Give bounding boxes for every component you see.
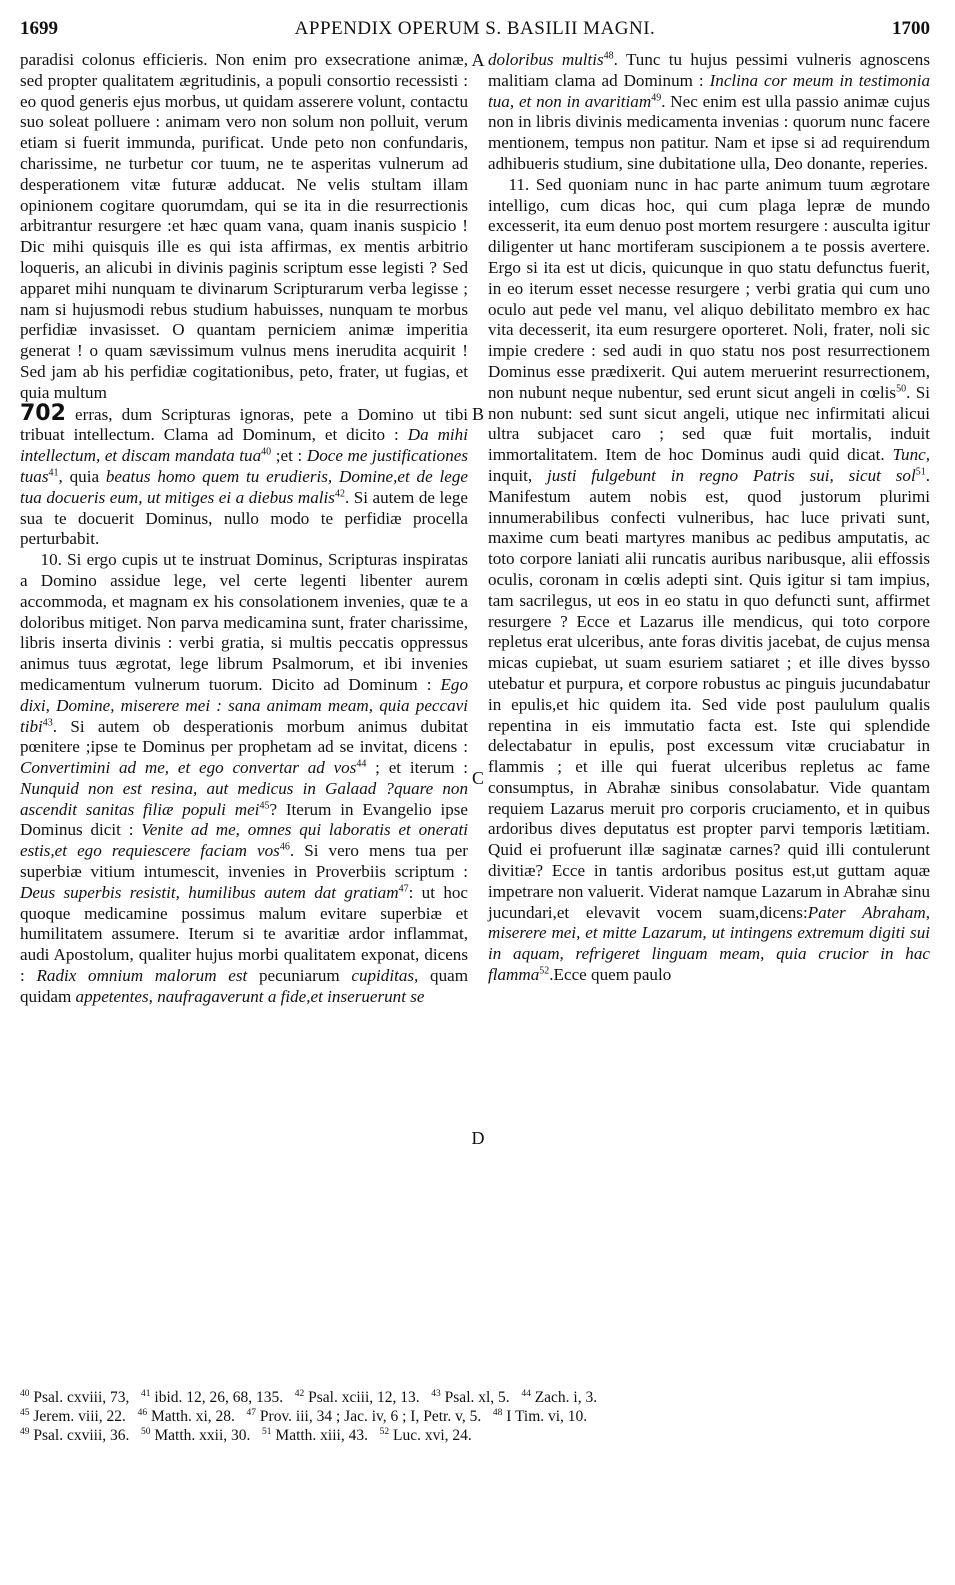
quotation: appetentes, naufragaverunt a fide,et inseruerunt se xyxy=(75,986,425,1006)
quotation: Doce me justificationes tuas xyxy=(20,446,468,486)
quotation: Nunquid non est resina, aut medicus in Galaad ?quare non ascendit sanitas filiæ populi mei xyxy=(20,778,468,819)
footnote: $^{43}$ Psal. xl, 5. xyxy=(431,1388,510,1406)
footnote: $^{52}$ Luc. xvi, 24. xyxy=(379,1426,472,1444)
running-title: APPENDIX OPERUM S. BASILII MAGNI. xyxy=(294,18,656,39)
text-run: . Tunc tu hujus pessimi vulneris agnoscens malitiam clama ad Dominum : xyxy=(488,50,930,90)
text-run: , quia xyxy=(58,466,106,486)
footnote: $^{45}$ Jerem. viii, 22. xyxy=(20,1407,126,1425)
footnote-ref: 42 xyxy=(334,488,345,500)
margin-letter-d: D xyxy=(471,1128,485,1148)
page-number-right: 1700 xyxy=(892,18,930,39)
text-run: .Ecce quem paulo xyxy=(549,965,672,985)
text-run: ; et iterum : xyxy=(366,758,468,778)
footnote: $^{47}$ Prov. iii, 34 ; Jac. iv, 6 ; I, Petr. v, 5. xyxy=(246,1407,482,1425)
footnote-ref: 47 xyxy=(398,883,409,895)
quotation: Radix omnium malorum est xyxy=(36,966,248,986)
quotation: Inclina cor meum in testimonia tua, et non in avaritiam xyxy=(488,70,930,111)
quotation: Ego dixi, Domine, miserere mei : sana animam meam, quia peccavi tibi xyxy=(20,674,468,736)
footnote-line xyxy=(20,1426,935,1445)
text-run: . Manifestum autem nobis est, quod justorum plurimi innumerabilibus confecti vulneribus, hac luce privati sunt, maxime cum beati martyres manibus ac pedibus amputatis, ac toto corpore laniati alii runcatis auribus naribusque, alii effossis oculis, coronam in cœlis adepti sint. Quis igitur si tam impius, tam sacrilegus, ut eos in eo statu in quo defuncti sunt, affirmet resurgere ? Ecce et Lazarus ille mendicus, qui toto corpore repletus erat ulceribus, ante foras divitis jacebat, de cujus mensa micas cupiebat, ut suam esuriem satiaret ; et ille dives bysso utebatur et purpura, et corpore robustus ac pinguis jucundabatur in epulis,et hic quidem ita. Sed vide post paululum qualis repentina in eis immutatio facta est. Iste qui splendide delectabatur in epulis, post excessum vitæ cruciabatur in flammis ; et ille qui fuerat ulceribus repletus ac fame consumptus, in Abrahæ sinibus consolabatur. Vide quantam requiem Lazarus meruit pro corporis cruciamento, et in quibus ardoribus dives deputatus est propter parvi temporis lætitiam. Quid ei profuerunt illæ saginatæ carnes? quid illi contulerunt divitiæ? Ecce in tantis ardoribus positus est,ut guttam aquæ impetrare non valuerit. Viderat namque Lazarum in Abrahæ sinu jucundari,et elevavit vocem suam,dicens: xyxy=(488,465,931,922)
footnote-ref: 49 xyxy=(651,91,662,103)
text-run: . Si non nubunt: sed sunt sicut angeli, utique nec infirmitati alicui ultra subjacet caro ; sed quæ fuit mortalis, induit immortalitatem. Item de hoc Dominus audi quid dicat. xyxy=(488,382,930,465)
paragraph xyxy=(20,50,468,550)
footnotes xyxy=(20,1388,935,1445)
quotation: Tunc, xyxy=(892,445,930,465)
footnote-ref: 41 xyxy=(48,467,59,479)
footnote: $^{44}$ Zach. i, 3. xyxy=(521,1388,598,1406)
left-column xyxy=(20,50,468,1008)
paragraph xyxy=(20,550,468,1008)
footnote: $^{48}$ I Tim. vi, 10. xyxy=(492,1407,588,1425)
footnote-ref: 44 xyxy=(356,758,367,770)
footnote-ref: 43 xyxy=(42,716,53,728)
quotation: Deus superbis resistit, humilibus autem dat gratiam xyxy=(20,882,399,902)
footnote: $^{50}$ Matth. xxii, 30. xyxy=(141,1426,251,1444)
quotation: Convertimini ad me, et ego convertar ad vos xyxy=(20,758,357,778)
footnote: $^{49}$ Psal. cxviii, 36. xyxy=(20,1426,130,1444)
quotation: beatus homo quem tu erudieris, Domine,et de lege tua docueris eum, ut mitiges ei a diebus malis xyxy=(20,466,468,507)
footnote-line xyxy=(20,1388,935,1407)
footnote-ref: 45 xyxy=(259,800,270,811)
text-run: 11. Sed quoniam nunc in hac parte animum tuum ægrotare intelligo, cum dicas hoc, qui cum plaga lepræ de mundo excesserit, ita eum denuo post mortem resurgere : ausculta igitur diligenter ut hanc mortiferam suscipionem a te possis avertere. Ergo si ita est ut dicis, quicunque in quo statu defunctus fuerit, in eo iterum esset necesse resurgere ; verbi gratia qui cum uno oculo aut pede vel manu, vel aliquo debilitato membro ex hac vita decesserit, ita eum resurgere oporteret. Noli, frater, noli sic impie credere : sed audi in quo statu nos post resurrectionem Dominus esse prædixerit. Qui autem meruerint resurrectionem, non nubunt neque nubentur, sed erunt sicut angeli in cœlis xyxy=(488,174,930,402)
text-run: inquit, xyxy=(488,465,548,485)
footnote-ref: 51 xyxy=(915,466,926,478)
footnote-ref: 40 xyxy=(261,446,272,458)
footnote: $^{46}$ Matth. xi, 28. xyxy=(137,1407,235,1425)
quotation: justi fulgebunt in regno Patris sui, sicut sol xyxy=(547,465,916,485)
paragraph xyxy=(488,175,930,986)
right-column xyxy=(488,50,930,986)
quotation: Pater Abraham, miserere mei, et mitte Lazarum, ut intingens extremum digiti sui in aquam, refrigeret linguam meam, quia crucior in hac flamma xyxy=(488,902,930,985)
text-run: . Si vero mens tua per superbiæ vitium intumescit, invenies in Proverbiis scriptum : xyxy=(20,841,468,882)
column-number: 702 xyxy=(20,400,66,426)
margin-letter-a: A xyxy=(471,50,485,70)
quotation: Venite ad me, omnes qui laboratis et onerati estis,et ego requiescere faciam vos xyxy=(20,820,469,861)
footnote-ref: 46 xyxy=(279,841,290,853)
text-run: . Si autem de lege sua te docuerit Dominus, nullo modo te perfidiæ procella perturbabit. xyxy=(20,487,468,549)
footnote-ref: 50 xyxy=(896,383,907,395)
footnote: $^{40}$ Psal. cxviii, 73, xyxy=(20,1388,130,1406)
footnote-line xyxy=(20,1407,935,1426)
margin-letter-c: C xyxy=(471,768,484,788)
text-run: . Nec enim est ulla passio animæ cujus non in libris divinis medicamenta invenias : quorum nunc facere mentionem, tempus non patitur. Nam et ipse si ad requirendum adhibueris studium, sine dubitatione ulla, Deo donante, reperies. xyxy=(488,91,930,173)
text-run: quam quidam xyxy=(20,966,469,1006)
footnote-ref: 48 xyxy=(603,50,614,62)
paragraph xyxy=(488,50,930,175)
text-run: pecuniarum xyxy=(247,966,352,986)
text-run: 10. Si ergo cupis ut te instruat Dominus, Scripturas inspiratas a Domino assidue lege, vel certe legenti libenter aurem accommoda, et magnam ex his consolationem invenies, quæ te a doloribus mitiget. Non parva medicamina sunt, frater charissime, libris inserta divinis : verbi gratia, si multis peccatis oppressus animus tuus ægrotat, lege librum Psalmorum, et ibi invenies medicamentum vulnerum tuorum. Dicito ad Dominum : xyxy=(20,550,468,694)
text-run: paradisi colonus efficieris. Non enim pro exsecratione animæ, sed propter qualitatem ægritudinis, a populi consortio recessisti : eo quod generis ejus morbus, ut quidam asserere volunt, contactu suo soleat polluere : animam vero non solum non polluit, verum etiam si fuerit immunda, purificat. Unde peto non confundaris, charissime, ne turbetur cor tuum, ne te asperitas vulnerum ad desperationem vitæ futuræ adducat. Ne velis stultam illam opinionem cogitare quorumdam, qui se ita in die resurrectionis arbitrantur resurgere :et hæc quam vana, quam inanis suspicio ! Dic mihi quisquis ille es qui ista affirmas, ex mentis arbitrio loqueris, an alicubi in divinis paginis scriptum esse legisti ? Sed apparet mihi nunquam te divinarum Scripturarum verba legisse ; nam si hujusmodi rebus studium habuisses, nunquam te morbus perfidiæ invasisset. O quantam perniciem animæ imperitia generat ! o quam sævissimum vulnus mens inerudita acquirit ! Sed jam ab his perfidiæ cogitationibus, peto, frater, ut fugias, et quia multum xyxy=(20,50,468,402)
footnote: $^{51}$ Matth. xiii, 43. xyxy=(262,1426,368,1444)
footnote: $^{42}$ Psal. xciii, 12, 13. xyxy=(294,1388,420,1406)
text-run: ;et : xyxy=(271,446,307,466)
page-header xyxy=(20,18,930,44)
footnote-ref: 52 xyxy=(539,965,550,977)
text-run: . Si autem ob desperationis morbum animus dubitat pœnitere ;ipse te Dominus per prophetam ad se invitat, dicens : xyxy=(20,716,468,757)
quotation: doloribus multis xyxy=(488,50,604,69)
quotation: Da mihi intellectum, et discam mandata tua xyxy=(20,425,468,466)
text-run: erras, dum Scripturas ignoras, pete a Domino ut tibi tribuat intellectum. Clama ad Dominum, et dicito : xyxy=(20,404,468,445)
text-run: ? Iterum in Evangelio ipse Dominus dicit : xyxy=(20,799,468,840)
page-number-left: 1699 xyxy=(20,18,58,39)
footnote: $^{41}$ ibid. 12, 26, 68, 135. xyxy=(141,1388,284,1406)
margin-letter-b: B xyxy=(471,404,484,424)
quotation: cupiditas, xyxy=(351,966,419,986)
text-run: : ut hoc quoque medicamine possimus malum evitare superbiæ et humilitatem assumere. Iterum si te avaritiæ ardor inflammat, audi Apostolum, qualiter hujus morbi qualitatem exponat, dicens : xyxy=(20,882,468,986)
